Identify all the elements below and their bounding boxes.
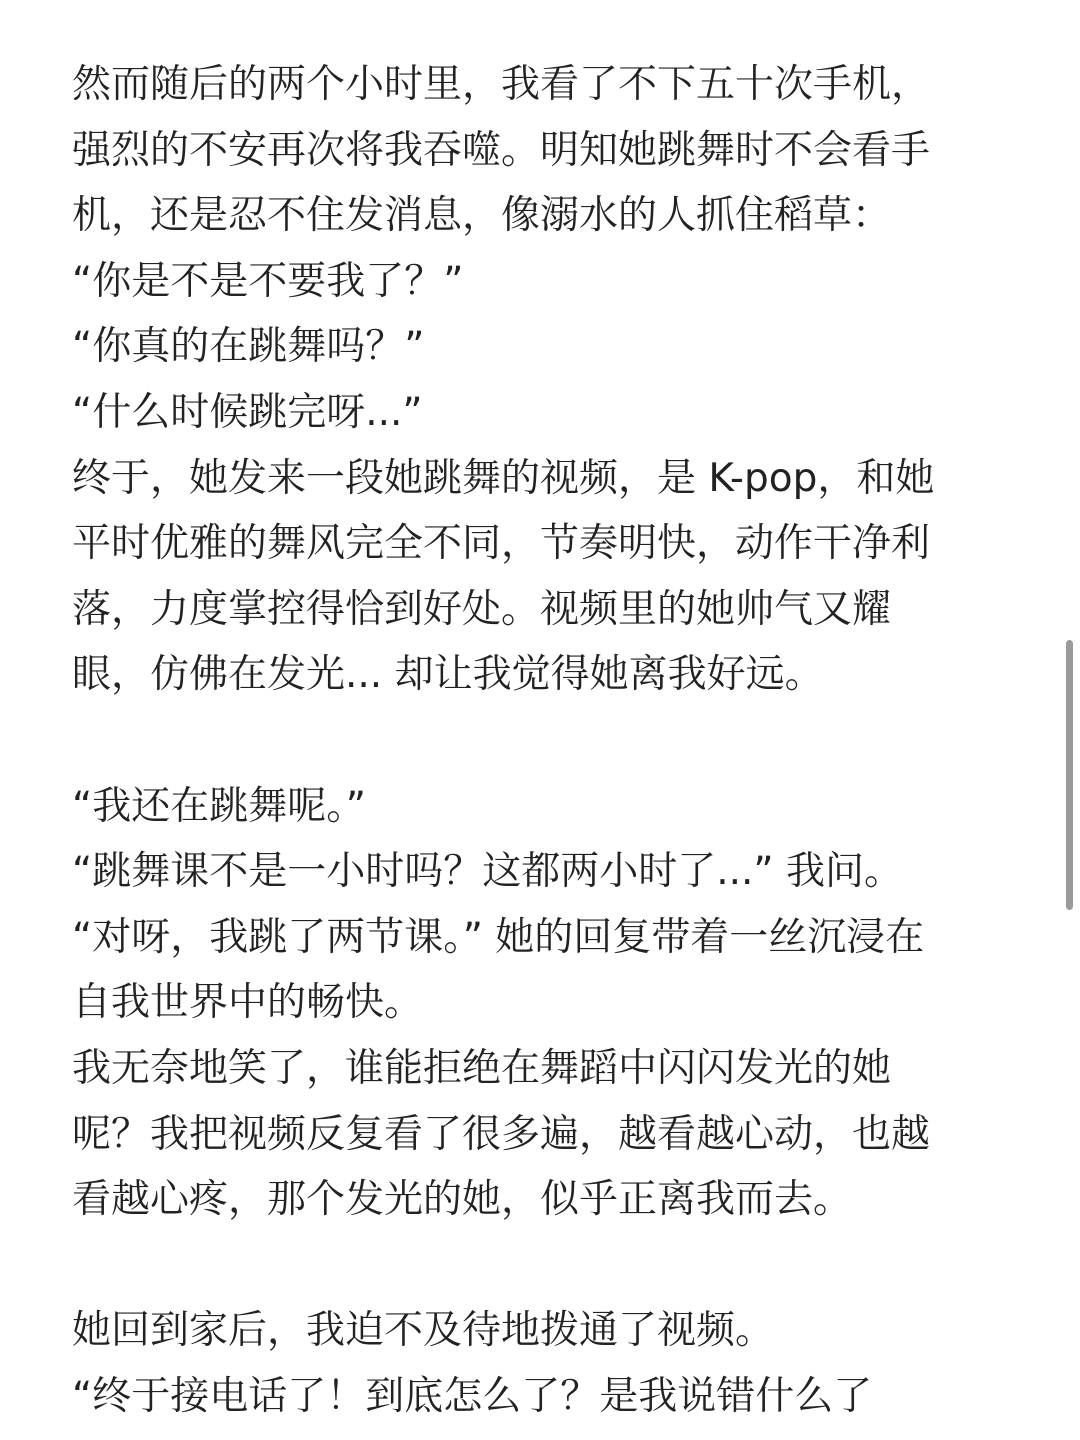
- text-line: 呢？我把视频反复看了很多遍，越看越心动，也越: [72, 1111, 931, 1157]
- text-line: 强烈的不安再次将我吞噬。明知她跳舞时不会看手: [72, 127, 931, 173]
- paragraph-3: [72, 1298, 1022, 1429]
- text-line: “我还在跳舞呢。”: [72, 783, 366, 829]
- text-line: “终于接电话了！到底怎么了？是我说错什么了: [72, 1373, 873, 1419]
- text-line: 平时优雅的舞风完全不同，节奏明快，动作干净利: [72, 521, 931, 567]
- text-line: 终于，她发来一段她跳舞的视频，是 K-pop，和她: [72, 455, 935, 501]
- text-line: “你真的在跳舞吗？”: [72, 324, 425, 370]
- text-line: 她回到家后，我迫不及待地拨通了视频。: [72, 1308, 775, 1354]
- text-line: 然而随后的两个小时里，我看了不下五十次手机，: [72, 62, 931, 107]
- text-line: “什么时候跳完呀...”: [72, 389, 423, 435]
- text-line: “你是不是不要我了？”: [72, 258, 464, 304]
- paragraph-2: [72, 774, 1022, 1233]
- text-line: 机，还是忍不住发消息，像溺水的人抓住稻草：: [72, 193, 892, 239]
- article-text: [72, 52, 1022, 1429]
- text-line: “对呀，我跳了两节课。” 她的回复带着一丝沉浸在: [72, 914, 925, 960]
- text-line: 落，力度掌控得恰到好处。视频里的她帅气又耀: [72, 586, 892, 632]
- text-line: “跳舞课不是一小时吗？这都两小时了...” 我问。: [72, 849, 903, 895]
- paragraph-gap: [72, 708, 1022, 774]
- text-line: 眼，仿佛在发光... 却让我觉得她离我好远。: [72, 652, 824, 698]
- scrollbar-thumb[interactable]: [1066, 640, 1073, 910]
- paragraph-1: [72, 52, 1022, 708]
- text-line: 看越心疼，那个发光的她，似乎正离我而去。: [72, 1177, 853, 1223]
- paragraph-gap: [72, 1233, 1022, 1299]
- text-line: 自我世界中的畅快。: [72, 980, 424, 1026]
- text-line: 我无奈地笑了，谁能拒绝在舞蹈中闪闪发光的她: [72, 1045, 892, 1091]
